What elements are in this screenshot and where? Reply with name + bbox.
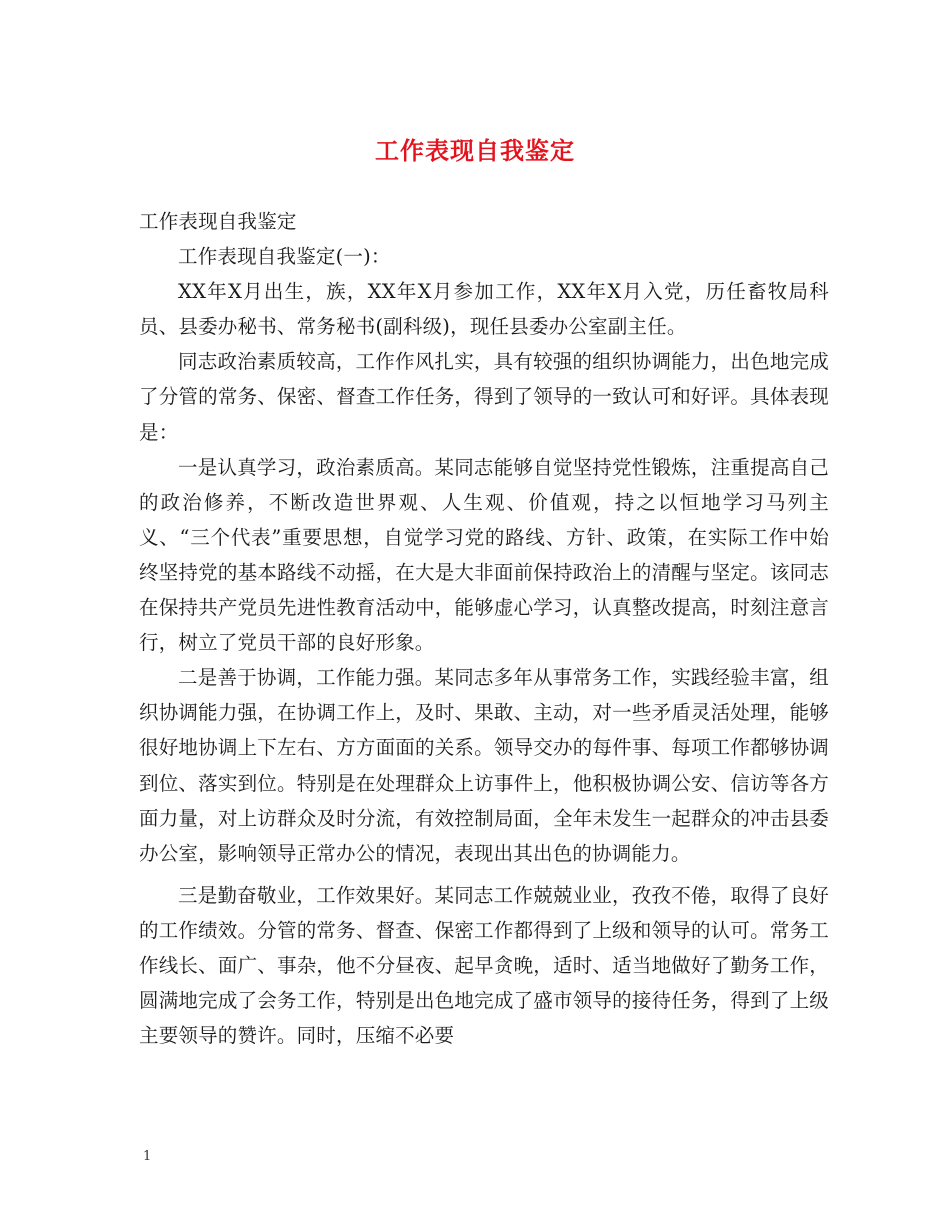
paragraph-summary: 同志政治素质较高，工作作风扎实，具有较强的组织协调能力，出色地完成了分管的常务、保密、督查工作任务，得到了领导的一致认可和好评。具体表现是： — [139, 350, 829, 444]
document-body — [139, 204, 829, 1053]
heading-line: 工作表现自我鉴定 — [139, 210, 297, 233]
paragraph-spacer — [139, 871, 829, 878]
page-number: 1 — [143, 1149, 152, 1164]
paragraph-diligence: 三是勤奋敬业，工作效果好。某同志工作兢兢业业，孜孜不倦，取得了良好的工作绩效。分管的常务、督查、保密工作都得到了上级和领导的认可。常务工作线长、面广、事杂，他不分昼夜、起早贪晚，适时、适当地做好了勤务工作，圆满地完成了会务工作，特别是出色地完成了盛市领导的接待任务，得到了上级主要领导的赞许。同时，压缩不必要 — [139, 883, 829, 1048]
paragraph-bio: XX年X月出生，族，XX年X月参加工作，XX年X月入党，历任畜牧局科员、县委办秘书、常务秘书(副科级)，现任县委办公室副主任。 — [139, 280, 829, 339]
document-title: 工作表现自我鉴定 — [375, 136, 575, 165]
paragraph-coordination: 二是善于协调，工作能力强。某同志多年从事常务工作，实践经验丰富，组织协调能力强，在协调工作上，及时、果敢、主动，对一些矛盾灵活处理，能够很好地协调上下左右、方方面面的关系。领导交办的每件事、每项工作都够协调到位、落实到位。特别是在处理群众上访事件上，他积极协调公安、信访等各方面力量，对上访群众及时分流，有效控制局面，全年未发生一起群众的冲击县委办公室，影响领导正常办公的情况，表现出其出色的协调能力。 — [139, 666, 829, 865]
section-subtitle: 工作表现自我鉴定(一)： — [178, 245, 391, 269]
paragraph-study: 一是认真学习，政治素质高。某同志能够自觉坚持党性锻炼，注重提高自己的政治修养，不断改造世界观、人生观、价值观，持之以恒地学习马列主义、“三个代表”重要思想，自觉学习党的路线、方针、政策，在实际工作中始终坚持党的基本路线不动摇，在大是大非面前保持政治上的清醒与坚定。该同志在保持共产党员先进性教育活动中，能够虚心学习，认真整改提高，时刻注意言行，树立了党员干部的良好形象。 — [139, 455, 829, 655]
